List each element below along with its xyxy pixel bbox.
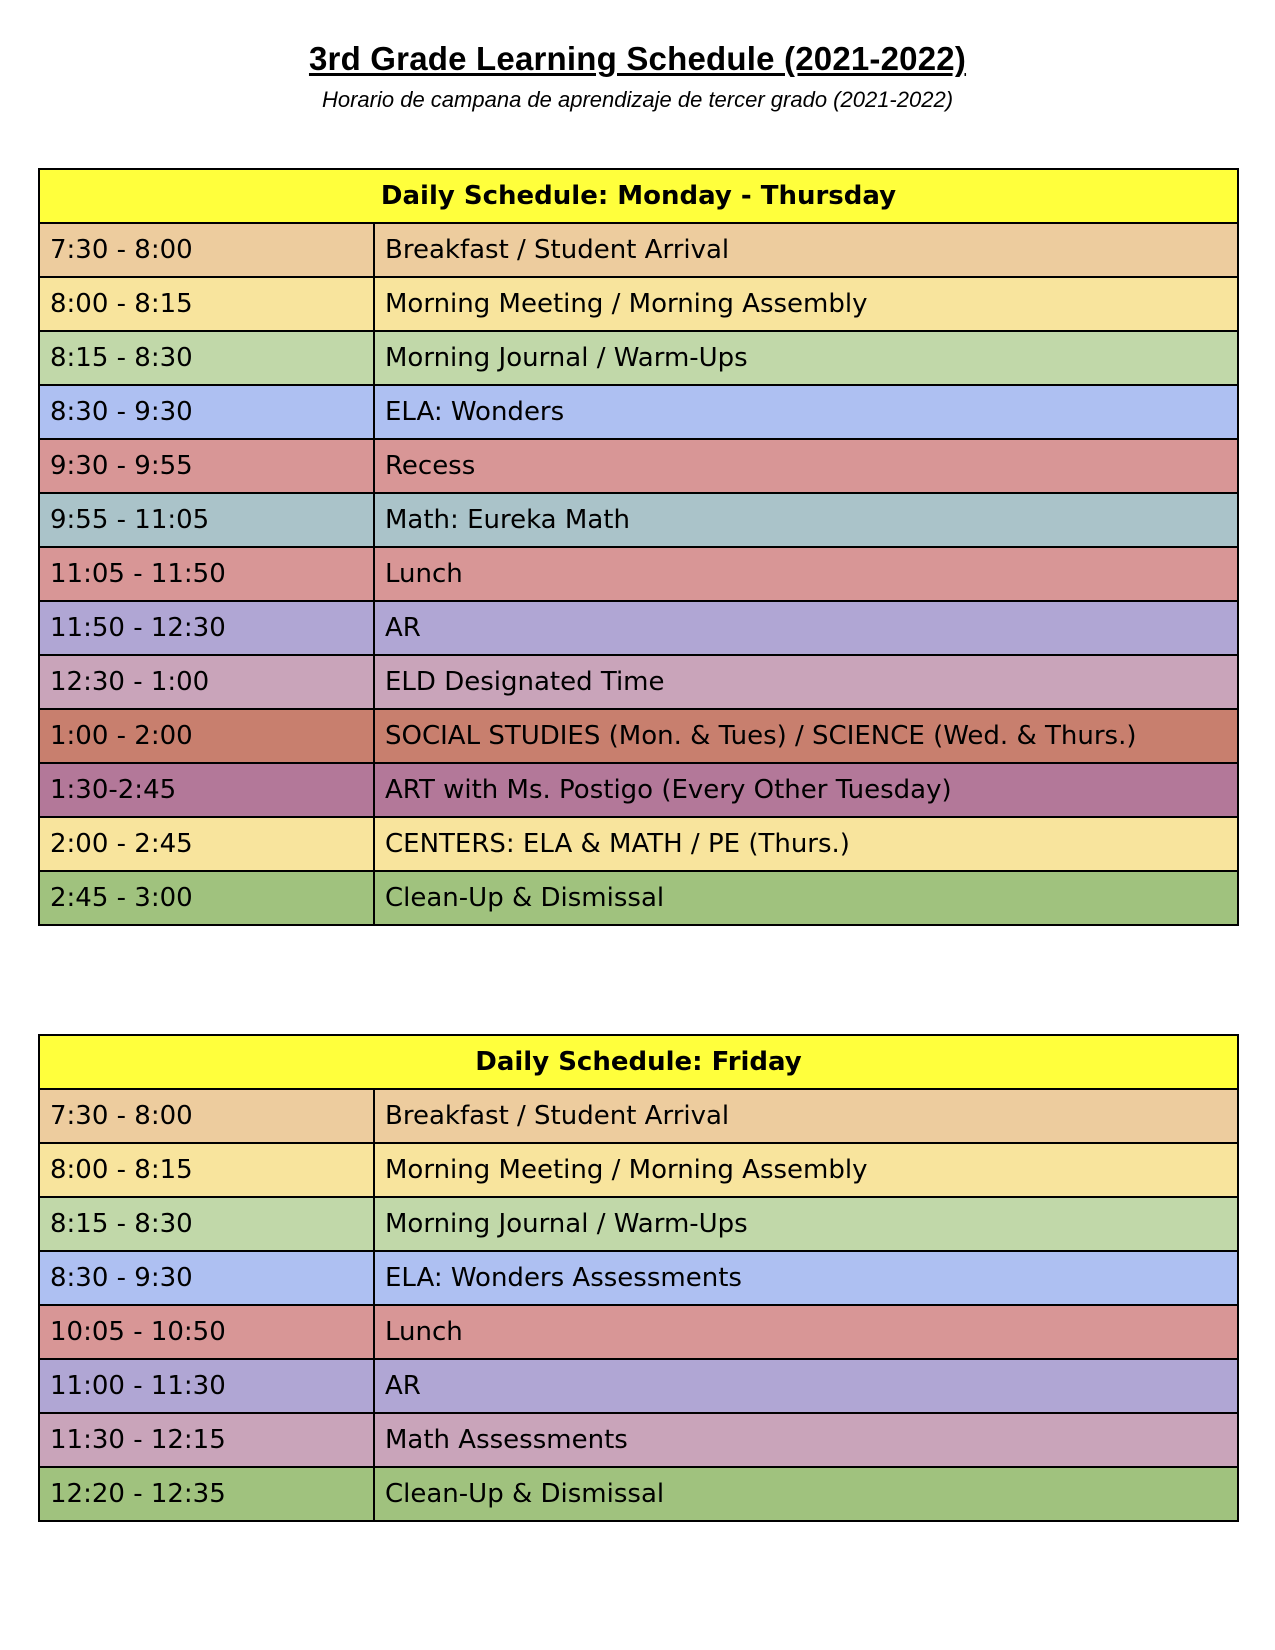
time-cell: 8:30 - 9:30	[39, 1251, 374, 1305]
activity-cell: Lunch	[374, 547, 1238, 601]
time-cell: 1:00 - 2:00	[39, 709, 374, 763]
activity-cell: AR	[374, 601, 1238, 655]
activity-cell: Recess	[374, 439, 1238, 493]
activity-cell: SOCIAL STUDIES (Mon. & Tues) / SCIENCE (Wed. & Thurs.)	[374, 709, 1238, 763]
activity-cell: ELA: Wonders	[374, 385, 1238, 439]
activity-cell: Math Assessments	[374, 1413, 1238, 1467]
time-cell: 7:30 - 8:00	[39, 1089, 374, 1143]
schedule-row	[39, 1359, 1238, 1413]
time-cell: 8:00 - 8:15	[39, 277, 374, 331]
schedule-row	[39, 763, 1238, 817]
time-cell: 2:45 - 3:00	[39, 871, 374, 925]
schedule-row	[39, 817, 1238, 871]
schedule-row	[39, 493, 1238, 547]
schedule-table-monday-thursday	[38, 168, 1239, 926]
time-cell: 8:30 - 9:30	[39, 385, 374, 439]
activity-cell: Breakfast / Student Arrival	[374, 223, 1238, 277]
page-subtitle: Horario de campana de aprendizaje de tercer grado (2021-2022)	[321, 87, 954, 112]
schedule-row	[39, 439, 1238, 493]
activity-cell: AR	[374, 1359, 1238, 1413]
schedule-row	[39, 277, 1238, 331]
schedule-heading: Daily Schedule: Monday - Thursday	[39, 169, 1238, 223]
schedule-row	[39, 1251, 1238, 1305]
activity-cell: ELA: Wonders Assessments	[374, 1251, 1238, 1305]
schedule-row	[39, 1305, 1238, 1359]
schedule-row	[39, 1197, 1238, 1251]
schedule-row	[39, 331, 1238, 385]
time-cell: 11:50 - 12:30	[39, 601, 374, 655]
schedule-row	[39, 1143, 1238, 1197]
schedule-heading: Daily Schedule: Friday	[39, 1035, 1238, 1089]
time-cell: 12:20 - 12:35	[39, 1467, 374, 1521]
schedule-row	[39, 601, 1238, 655]
schedule-row	[39, 385, 1238, 439]
schedule-row	[39, 871, 1238, 925]
time-cell: 8:15 - 8:30	[39, 331, 374, 385]
time-cell: 11:30 - 12:15	[39, 1413, 374, 1467]
activity-cell: Math: Eureka Math	[374, 493, 1238, 547]
activity-cell: Morning Meeting / Morning Assembly	[374, 277, 1238, 331]
activity-cell: Lunch	[374, 1305, 1238, 1359]
schedule-row	[39, 223, 1238, 277]
schedule-table-friday	[38, 1034, 1239, 1522]
schedule-row	[39, 655, 1238, 709]
activity-cell: Breakfast / Student Arrival	[374, 1089, 1238, 1143]
time-cell: 12:30 - 1:00	[39, 655, 374, 709]
activity-cell: Clean-Up & Dismissal	[374, 1467, 1238, 1521]
time-cell: 8:15 - 8:30	[39, 1197, 374, 1251]
activity-cell: CENTERS: ELA & MATH / PE (Thurs.)	[374, 817, 1238, 871]
schedule-row	[39, 1089, 1238, 1143]
activity-cell: Morning Meeting / Morning Assembly	[374, 1143, 1238, 1197]
time-cell: 1:30-2:45	[39, 763, 374, 817]
activity-cell: Clean-Up & Dismissal	[374, 871, 1238, 925]
time-cell: 9:30 - 9:55	[39, 439, 374, 493]
schedule-row	[39, 1413, 1238, 1467]
schedule-row	[39, 709, 1238, 763]
time-cell: 8:00 - 8:15	[39, 1143, 374, 1197]
time-cell: 7:30 - 8:00	[39, 223, 374, 277]
activity-cell: Morning Journal / Warm-Ups	[374, 331, 1238, 385]
time-cell: 2:00 - 2:45	[39, 817, 374, 871]
time-cell: 9:55 - 11:05	[39, 493, 374, 547]
activity-cell: Morning Journal / Warm-Ups	[374, 1197, 1238, 1251]
time-cell: 10:05 - 10:50	[39, 1305, 374, 1359]
activity-cell: ART with Ms. Postigo (Every Other Tuesday)	[374, 763, 1238, 817]
page-title: 3rd Grade Learning Schedule (2021-2022)	[308, 40, 967, 77]
schedule-row	[39, 1467, 1238, 1521]
schedule-row	[39, 547, 1238, 601]
time-cell: 11:00 - 11:30	[39, 1359, 374, 1413]
time-cell: 11:05 - 11:50	[39, 547, 374, 601]
activity-cell: ELD Designated Time	[374, 655, 1238, 709]
